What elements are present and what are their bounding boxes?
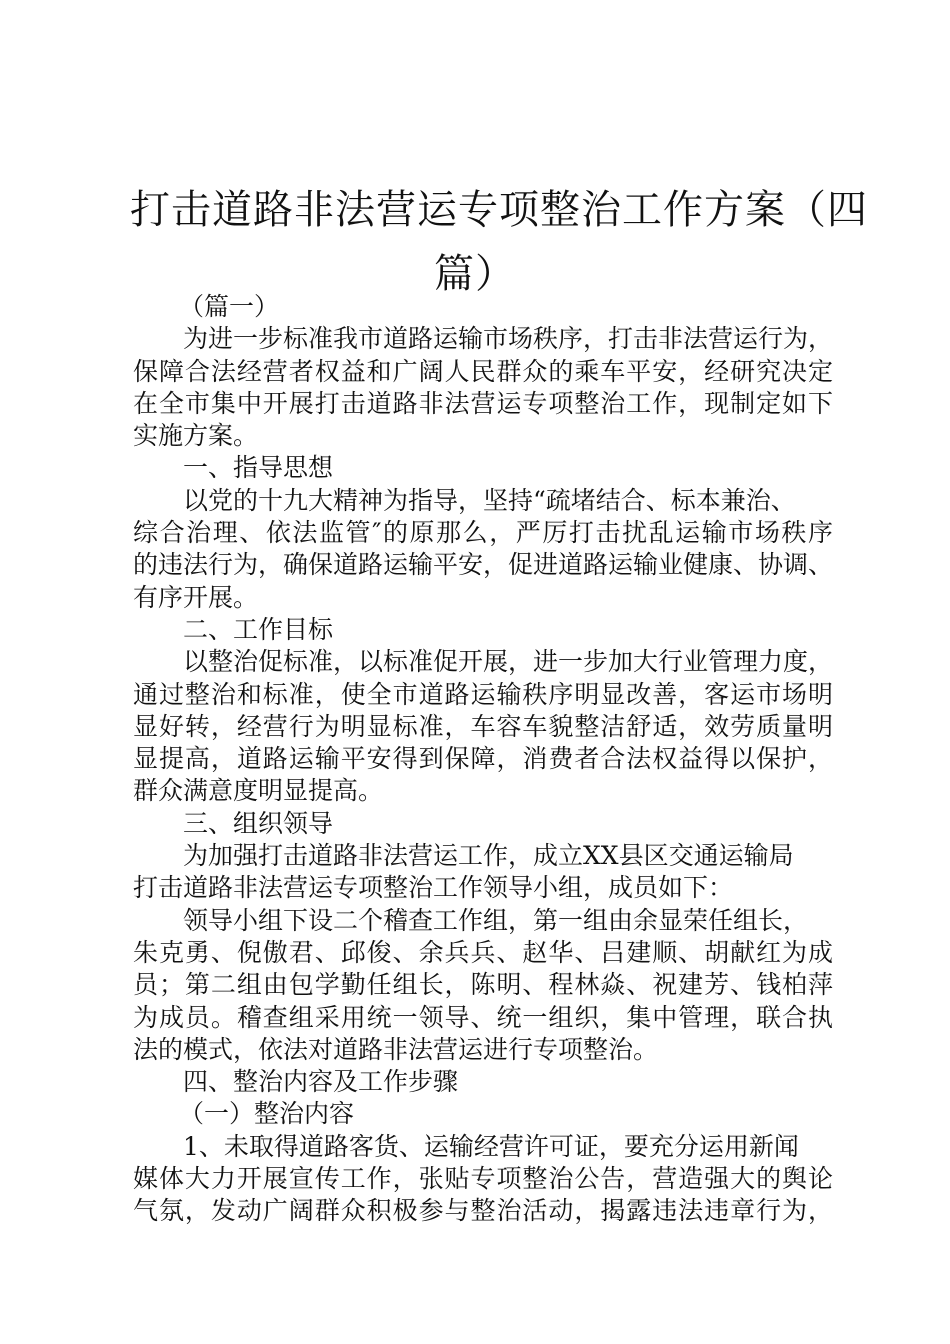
text-line: 以整治促标准，以标准促开展，进一步加大行业管理力度， — [183, 647, 834, 677]
text-line: 为进一步标准我市道路运输市场秩序，打击非法营运行为， — [183, 324, 834, 354]
text-line: 的违法行为，确保道路运输平安，促进道路运输业健康、协调、 — [133, 550, 834, 580]
text-line: 四、整治内容及工作步骤 — [183, 1067, 459, 1097]
text-line: 员；第二组由包学勤任组长，陈明、程林焱、祝建芳、钱柏萍 — [133, 970, 833, 1000]
text-line: 二、工作目标 — [183, 614, 334, 644]
text-line: 法的模式，依法对道路非法营运进行专项整治。 — [133, 1034, 659, 1064]
text-line: 领导小组下设二个稽查工作组，第一组由余显荣任组长， — [183, 905, 809, 935]
text-line: 打击道路非法营运专项整治工作领导小组，成员如下： — [133, 873, 734, 903]
text-line: 显好转，经营行为明显标准，车容车貌整洁舒适，效劳质量明 — [133, 711, 833, 741]
text-line: 为成员。稽查组采用统一领导、统一组织，集中管理，联合执 — [133, 1002, 833, 1032]
text-line: 综合治理、依法监管″的原那么，严厉打击扰乱运输市场秩序 — [133, 518, 833, 548]
text-line: 1、未取得道路客货、运输经营许可证，要充分运用新闻 — [183, 1131, 799, 1161]
text-line: 气氛，发动广阔群众积极参与整治活动，揭露违法违章行为， — [133, 1196, 833, 1226]
document-title — [130, 178, 868, 306]
text-line: 群众满意度明显提高。 — [133, 776, 384, 806]
text-line: 三、组织领导 — [183, 808, 334, 838]
text-line: 在全市集中开展打击道路非法营运专项整治工作，现制定如下 — [133, 388, 833, 418]
text-line: 有序开展。 — [133, 582, 259, 612]
text-line: 为加强打击道路非法营运工作，成立XX县区交通运输局 — [183, 841, 794, 871]
text-line: 以党的十九大精神为指导，坚持“疏堵结合、标本兼治、 — [183, 485, 796, 515]
title-line-1: 打击道路非法营运专项整治工作方案（四 — [130, 187, 868, 233]
title-line-2: 篇） — [434, 251, 516, 297]
text-line: 一、指导思想 — [183, 453, 334, 483]
text-line: （一）整治内容 — [179, 1099, 355, 1129]
text-line: 媒体大力开展宣传工作，张贴专项整治公告，营造强大的舆论 — [133, 1164, 833, 1194]
text-line: 朱克勇、倪傲君、邱俊、余兵兵、赵华、吕建顺、胡献红为成 — [133, 937, 833, 967]
text-line: 实施方案。 — [133, 421, 259, 451]
text-line: 保障合法经营者权益和广阔人民群众的乘车平安，经研究决定 — [133, 356, 833, 386]
text-line: 显提高，道路运输平安得到保障，消费者合法权益得以保护， — [133, 744, 833, 774]
document-body — [133, 291, 833, 1228]
text-line: （篇一） — [179, 292, 280, 321]
text-line: 通过整治和标准，使全市道路运输秩序明显改善，客运市场明 — [133, 679, 833, 709]
